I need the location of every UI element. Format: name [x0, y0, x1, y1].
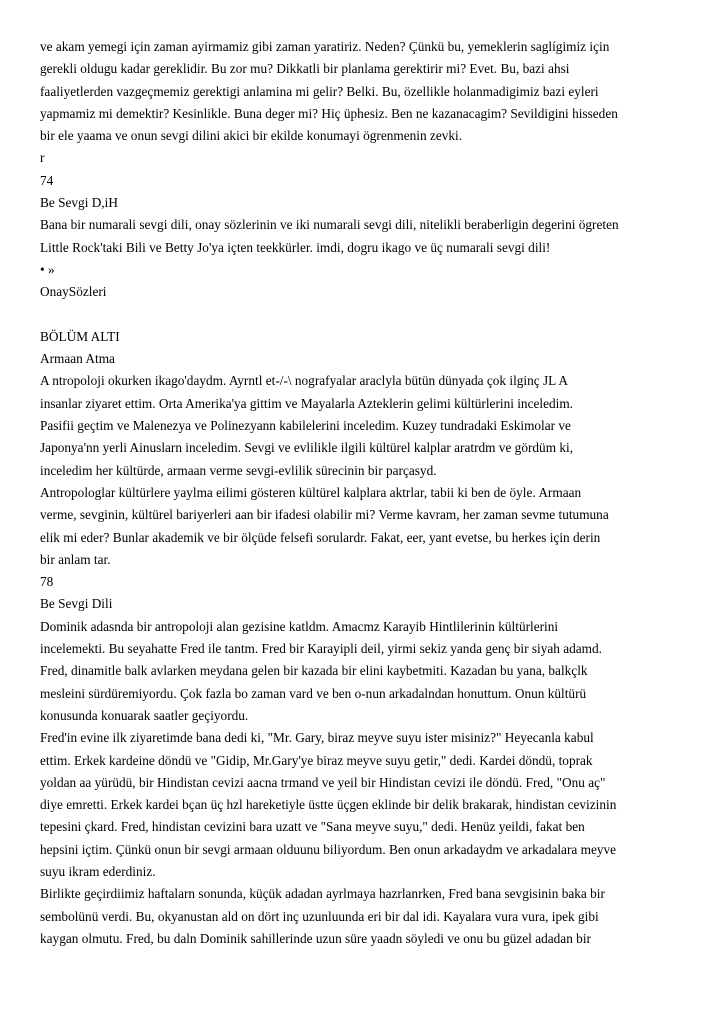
text-line: 74 — [40, 172, 54, 188]
text-line: yapmamiz mi demektir? Kesinlikle. Buna deger mi? Hiç üphesiz. Ben ne kazanacagim? Sevildigini hisseden — [40, 105, 618, 121]
text-line: faaliyetlerden vazgeçmemiz gerektigi anlamina mi gelir? Belki. Bu, özellikle holanmadigimiz bazi eyleri — [40, 83, 599, 99]
text-line: tepesini çkard. Fred, hindistan cevizini bara uzatt ve "Sana meyve suyu," dedi. Henüz yeildi, fakat ben — [40, 819, 585, 835]
text-line: OnaySözleri — [40, 284, 107, 300]
text-line: inceledim her kültürde, armaan verme sevgi-evlilik sürecinin bir parçasyd. — [40, 462, 437, 478]
text-line: Bana bir numarali sevgi dili, onay sözlerinin ve iki numarali sevgi dili, nitelikli beraberligin degerini ögreten — [40, 217, 619, 233]
text-line: Japonya'nn yerli Ainuslarn inceledim. Sevgi ve evlilikle ilgili kültürel kalplar aratrdm ve gördüm ki, — [40, 440, 574, 456]
text-line: suyu ikram ederdiniz. — [40, 863, 156, 879]
text-line: yoldan aa yürüdü, bir Hindistan cevizi aacna trmand ve yeil bir Hindistan cevizi ile döndü. Fred, "Onu aç" — [40, 774, 606, 790]
text-line: mesleini sürdüremiyordu. Çok fazla bo zaman vard ve ben o-nun arkadalndan honuttum. Onun kültürü — [40, 685, 587, 701]
text-line: Birlikte geçirdiimiz haftalarn sonunda, küçük adadan ayrlmaya hazrlanrken, Fred bana sevgisinin baka bir — [40, 886, 605, 902]
text-line: konusunda konuarak saatler geçiyordu. — [40, 707, 249, 723]
text-line: • » — [40, 261, 55, 277]
text-line: elik mi eder? Bunlar akademik ve bir ölçüde felsefi sorulardr. Fakat, eer, yant evetse, bu herkes için derin — [40, 529, 601, 545]
text-line: BÖLÜM ALTI — [40, 328, 120, 344]
text-line: Antropologlar kültürlere yaylma eilimi gösteren kültürel kalplara aktrlar, tabii ki ben de öyle. Armaan — [40, 484, 582, 500]
text-line: kaygan olmutu. Fred, bu daln Dominik sahillerinde uzun süre yaadn söyledi ve onu bu güzel adadan bir — [40, 930, 591, 946]
text-line: bir anlam tar. — [40, 551, 111, 567]
text-line: Pasifii geçtim ve Malenezya ve Polinezyann kabilelerini inceledim. Kuzey tundradaki Eskimolar ve — [40, 418, 571, 434]
text-line: Little Rock'taki Bili ve Betty Jo'ya içten teekkürler. imdi, dogru ikago ve üç numarali sevgi dili! — [40, 239, 551, 255]
text-line: hepsini içtim. Çünkü onun bir sevgi armaan olduunu biliyordum. Ben onun arkadaydm ve arkadalara meyve — [40, 841, 617, 857]
text-line: A ntropoloji okurken ikago'daydm. Ayrntl et-/-\ nografyalar araclyla bütün dünyada çok ilginç JL A — [40, 373, 568, 389]
blank-line — [40, 304, 692, 326]
text-line: diye emretti. Erkek kardei bçan üç hzl hareketiyle üstte üçgen eklinde bir delik brakarak, hindistan cevizinin — [40, 797, 617, 813]
text-line: incelemekti. Bu seyahatte Fred ile tantm. Fred bir Karayipli deil, yirmi sekiz yanda genç bir siyah adamd. — [40, 641, 602, 657]
document-page — [40, 36, 692, 950]
text-line: sembolünü verdi. Bu, okyanustan ald on dört inç uzunluunda eri bir dal idi. Kayalara vura vura, ipek gibi — [40, 908, 599, 924]
text-line: Dominik adasnda bir antropoloji alan gezisine katldm. Amacmz Karayib Hintlilerinin kültürlerini — [40, 618, 559, 634]
text-line: r — [40, 150, 45, 166]
text-line: Be Sevgi Dili — [40, 596, 113, 612]
text-line: gerekli oldugu kadar gereklidir. Bu zor mu? Dikkatli bir planlama gerektirir mi? Evet. Bu, bazi ahsi — [40, 61, 570, 77]
text-line: 78 — [40, 574, 54, 590]
text-line: ve akam yemegi için zaman ayirmamiz gibi zaman yaratiriz. Neden? Çünkü bu, yemeklerin saglígimiz için — [40, 39, 610, 54]
text-line: Armaan Atma — [40, 351, 115, 367]
text-line: insanlar ziyaret ettim. Orta Amerika'ya gittim ve Mayalarla Azteklerin gelimi kültürlerini inceledim. — [40, 395, 573, 411]
text-line: bir ele yaama ve onun sevgi dilini akici bir ekilde konumayi ögrenmenin zevki. — [40, 128, 463, 144]
text-line: Fred'in evine ilk ziyaretimde bana dedi ki, "Mr. Gary, biraz meyve suyu ister misiniz?" Heyecanla kabul — [40, 730, 594, 746]
text-line: verme, sevginin, kültürel bariyerleri aan bir ifadesi olabilir mi? Verme kavram, her zaman sevme tutumuna — [40, 507, 609, 523]
text-line: Be Sevgi D,iH — [40, 195, 118, 211]
text-line: ettim. Erkek kardeine döndü ve "Gidip, Mr.Gary'ye biraz meyve suyu getir," dedi. Kardei döndü, toprak — [40, 752, 593, 768]
text-line: Fred, dinamitle balk avlarken meydana gelen bir kazada bir elini kaybetmiti. Kazadan bu yana, balkçlk — [40, 663, 588, 679]
